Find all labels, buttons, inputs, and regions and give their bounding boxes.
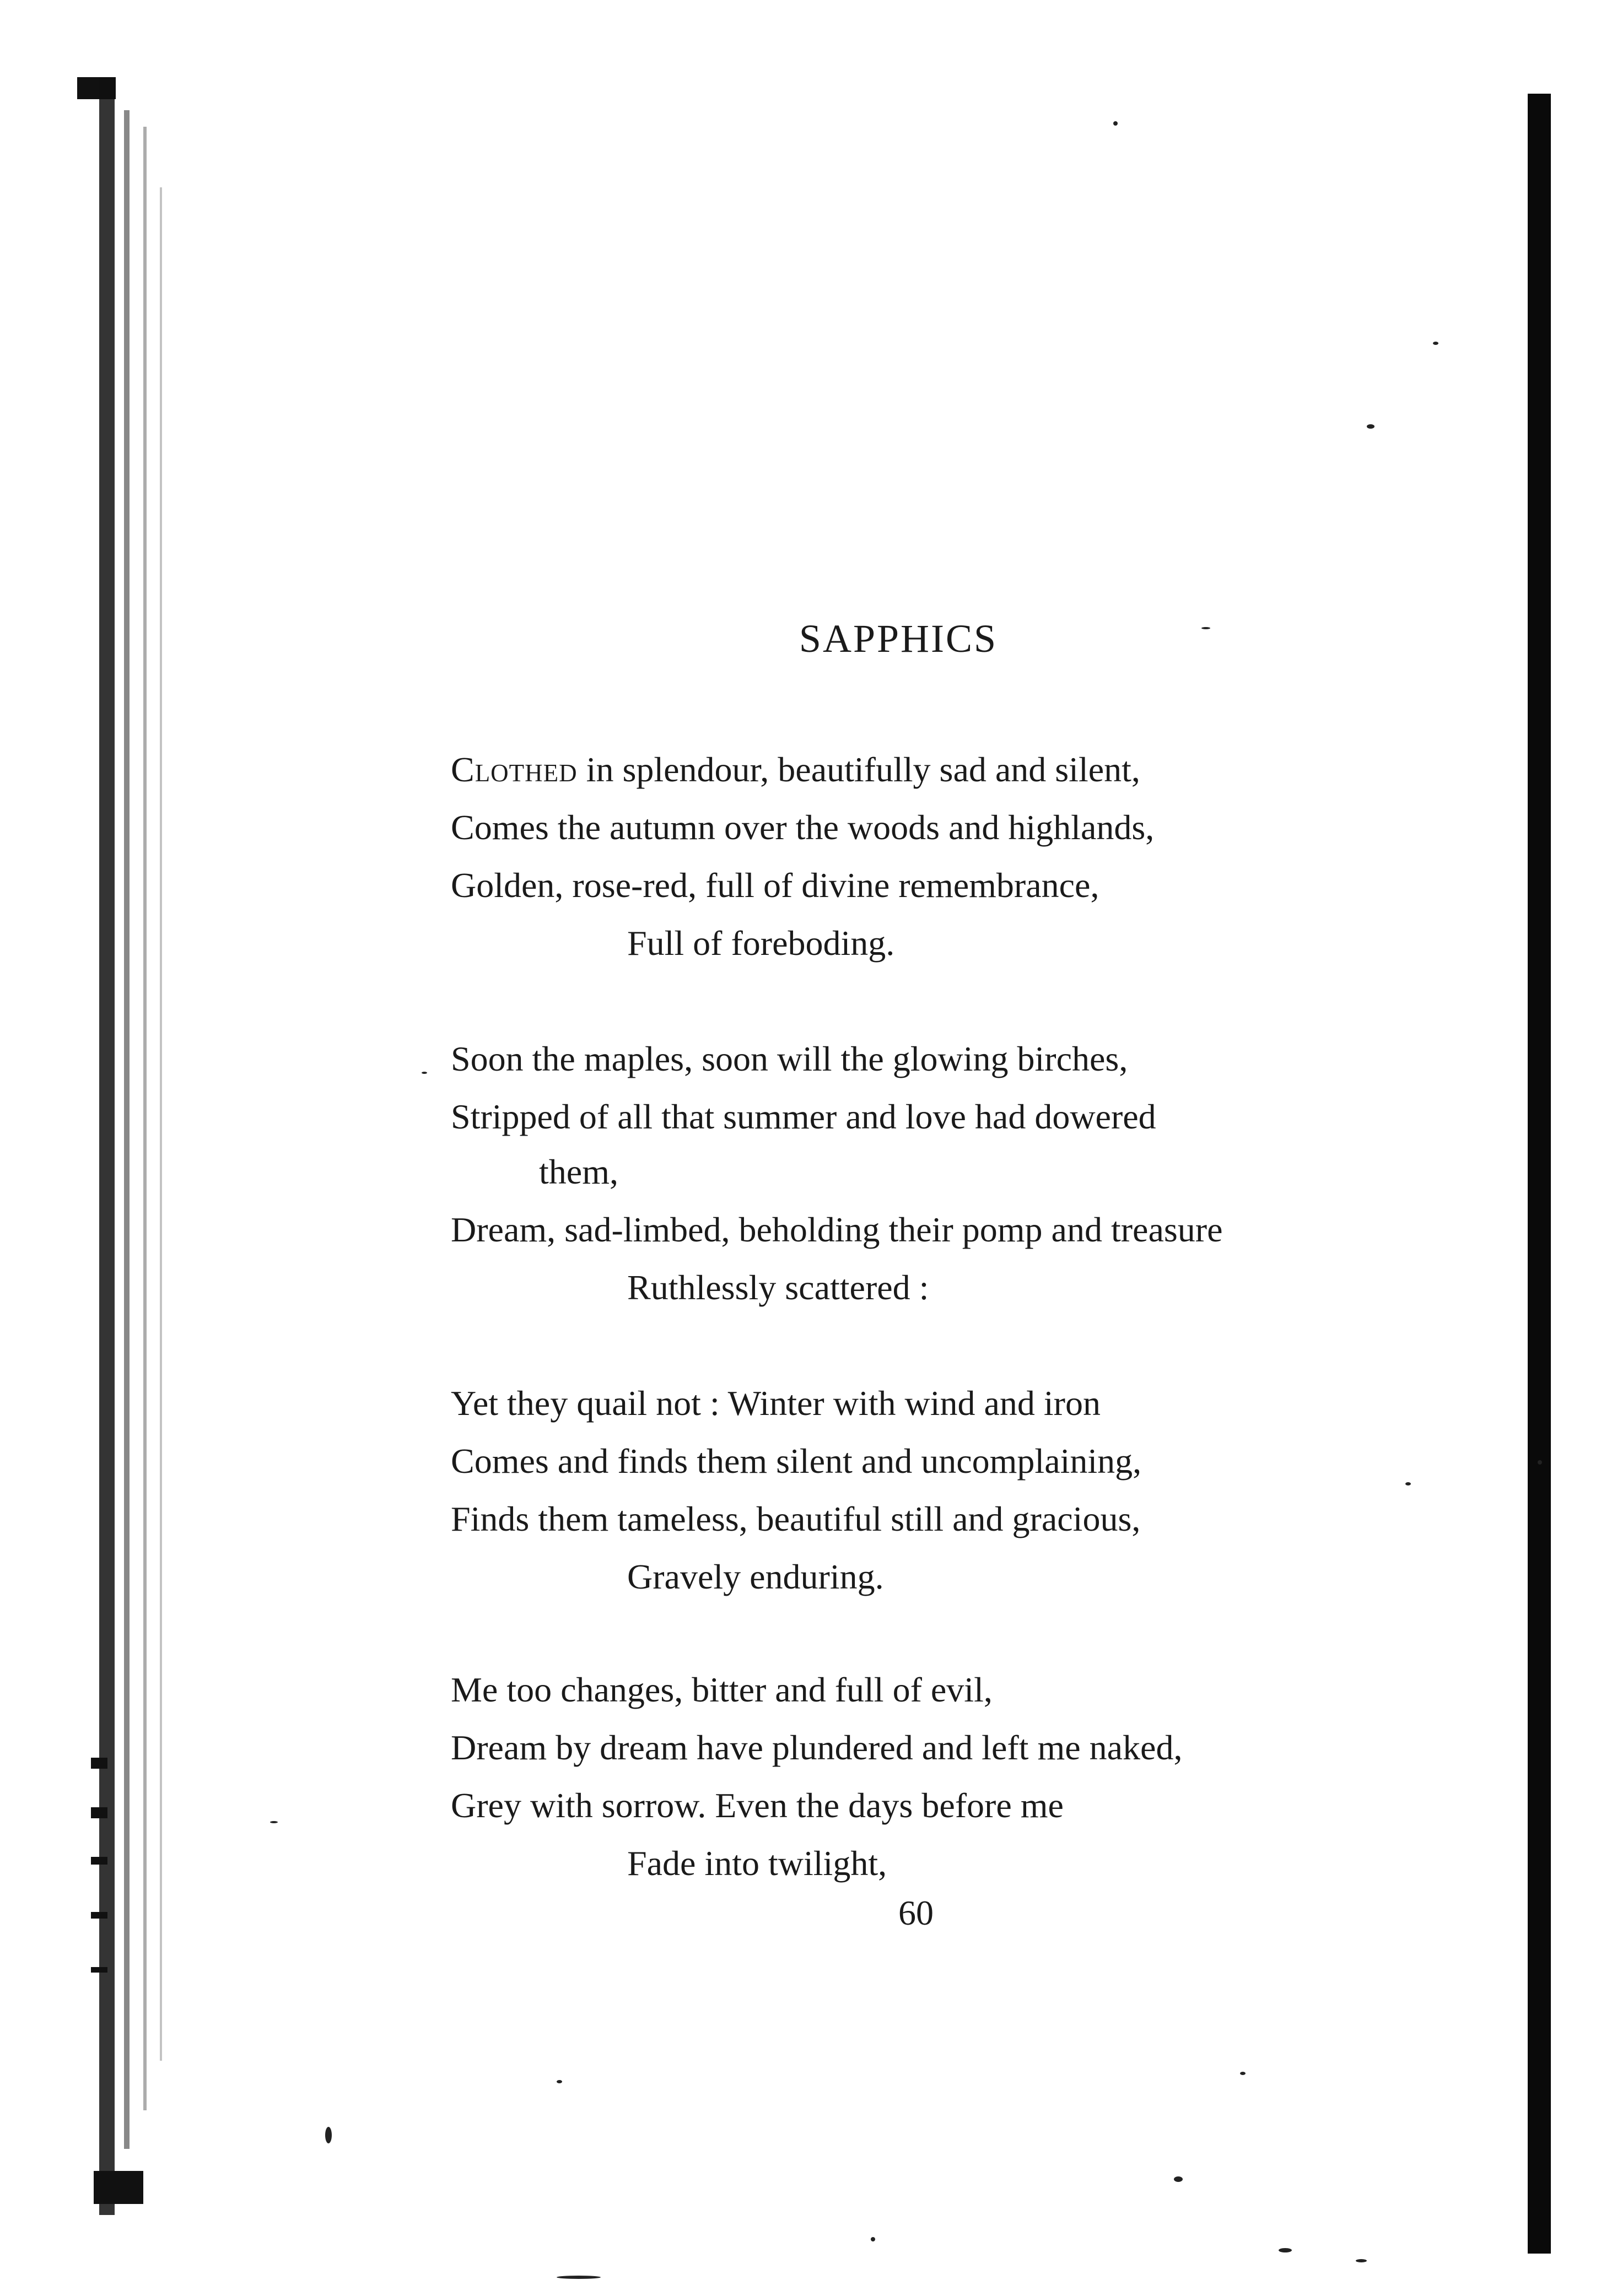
- scan-speck: [871, 2237, 875, 2241]
- poem-title: SAPPHICS: [799, 617, 998, 661]
- poem-line: Grey with sorrow. Even the days before me: [451, 1786, 1064, 1825]
- scan-speck: [422, 1072, 427, 1074]
- scan-speck: [1356, 2259, 1367, 2262]
- scan-speck: [1405, 1482, 1411, 1485]
- scan-speck: [270, 1821, 278, 1823]
- poem-line: Stripped of all that summer and love had dowered: [451, 1097, 1156, 1136]
- poem-line: Comes the autumn over the woods and highlands,: [451, 808, 1155, 847]
- poem-line: Yet they quail not : Winter with wind and iron: [451, 1384, 1101, 1423]
- poem-line-indented: Gravely enduring.: [627, 1557, 884, 1596]
- scan-speck: [1113, 121, 1118, 126]
- poem-line: Golden, rose-red, full of divine remembrance,: [451, 866, 1099, 905]
- first-word: Clothed: [451, 750, 578, 789]
- poem-line: Me too changes, bitter and full of evil,: [451, 1670, 993, 1709]
- scan-speck: [1240, 2072, 1246, 2075]
- poem-line-indented: Full of foreboding.: [627, 923, 895, 963]
- line-text: in splendour, beautifully sad and silent,: [577, 750, 1140, 789]
- poem-line: Dream by dream have plundered and left me naked,: [451, 1728, 1183, 1767]
- scan-speck: [1279, 2248, 1292, 2252]
- poem-line: Finds them tameless, beautiful still and gracious,: [451, 1499, 1141, 1538]
- scan-speck: [1367, 424, 1374, 429]
- scan-speck: [325, 2127, 332, 2143]
- scan-speck: [1433, 342, 1438, 345]
- scan-right-border: [1528, 94, 1551, 2254]
- poem-line: Soon the maples, soon will the glowing birches,: [451, 1039, 1128, 1078]
- poem-line-indented: Ruthlessly scattered :: [627, 1268, 929, 1307]
- poem-line: Comes and finds them silent and uncomplaining,: [451, 1441, 1142, 1481]
- poem-line: [451, 752, 1140, 787]
- poem-line: Dream, sad-limbed, beholding their pomp and treasure: [451, 1210, 1223, 1249]
- scan-speck: [1538, 1460, 1542, 1465]
- poem-line-continuation: them,: [539, 1152, 618, 1191]
- scan-binding-edge: [77, 77, 204, 2226]
- poem-line-indented: Fade into twilight,: [627, 1844, 887, 1883]
- page-number: 60: [898, 1893, 934, 1932]
- scan-speck: [557, 2080, 562, 2083]
- scan-speck: [557, 2276, 601, 2279]
- scan-speck: [1174, 2176, 1183, 2182]
